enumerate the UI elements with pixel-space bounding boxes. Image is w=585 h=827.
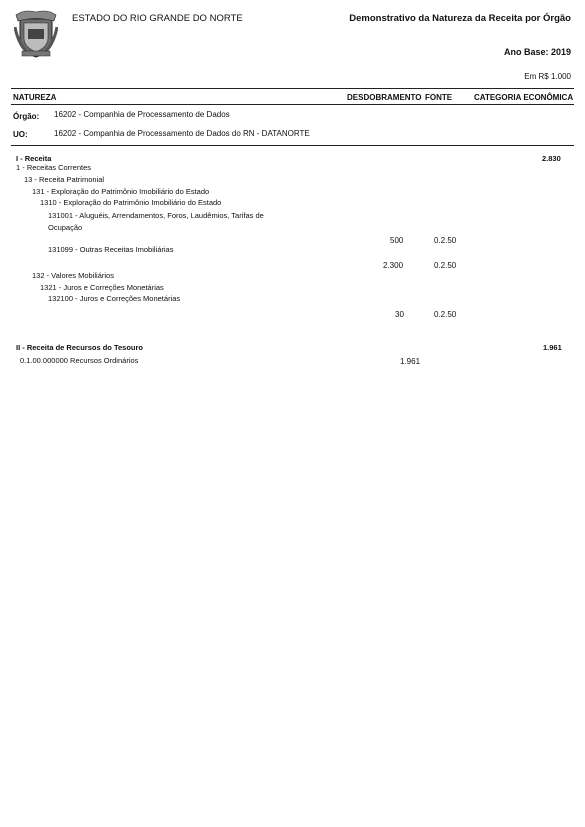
column-categoria-economica: CATEGORIA ECONÔMICA (474, 93, 574, 102)
item-131099: 131099 - Outras Receitas Imobiliárias (48, 245, 174, 254)
item-131099-fonte: 0.2.50 (434, 261, 457, 270)
report-title: Demonstrativo da Natureza da Receita por Órgão (349, 13, 571, 24)
section1-title: I - Receita (16, 154, 52, 163)
orgao-value: 16202 - Companhia de Processamento de Dados (54, 110, 230, 119)
ano-base: Ano Base: 2019 (503, 47, 571, 57)
state-title: ESTADO DO RIO GRANDE DO NORTE (72, 13, 243, 24)
section1-total: 2.830 (542, 154, 561, 163)
column-natureza: NATUREZA (13, 93, 57, 102)
item-131001-fonte: 0.2.50 (434, 236, 457, 245)
header-top-rule (11, 88, 574, 89)
header-bottom-rule (11, 104, 574, 105)
juros-value: 30 (395, 310, 404, 319)
orgao-rule (11, 145, 574, 146)
item-131001-value: 500 (390, 236, 404, 245)
exploracao-131: 131 - Exploração do Patrimônio Imobiliário do Estado (32, 187, 210, 196)
uo-label: UO: (13, 130, 28, 139)
uo-value: 16202 - Companhia de Processamento de Dados do RN - DATANORTE (54, 129, 310, 138)
column-fonte: FONTE (425, 93, 453, 102)
orgao-label: Órgão: (13, 112, 40, 121)
item-131099-value: 2.300 (383, 261, 404, 270)
juros-1321: 1321 - Juros e Correções Monetárias (40, 283, 164, 292)
column-desdobramento: DESDOBRAMENTO (347, 93, 422, 102)
section2-total: 1.961 (543, 343, 562, 352)
item-131001-line1: 131001 - Aluguéis, Arrendamentos, Foros, Laudêmios, Tarifas de (48, 211, 264, 220)
juros-132100: 132100 - Juros e Correções Monetárias (48, 294, 181, 303)
unit-note: Em R$ 1.000 (524, 72, 571, 81)
receitas-correntes: 1 - Receitas Correntes (16, 163, 92, 172)
valores-mobiliarios-132: 132 - Valores Mobiliários (32, 271, 114, 280)
juros-fonte: 0.2.50 (434, 310, 457, 319)
state-coat-of-arms (14, 7, 58, 59)
section2-title: II - Receita de Recursos do Tesouro (16, 343, 143, 352)
receita-patrimonial: 13 - Receita Patrimonial (24, 175, 105, 184)
recursos-ordinarios-value: 1.961 (400, 357, 421, 366)
exploracao-1310: 1310 - Exploração do Patrimônio Imobiliário do Estado (40, 198, 222, 207)
recursos-ordinarios: 0.1.00.000000 Recursos Ordinários (20, 356, 139, 365)
item-131001-line2: Ocupação (48, 223, 83, 232)
